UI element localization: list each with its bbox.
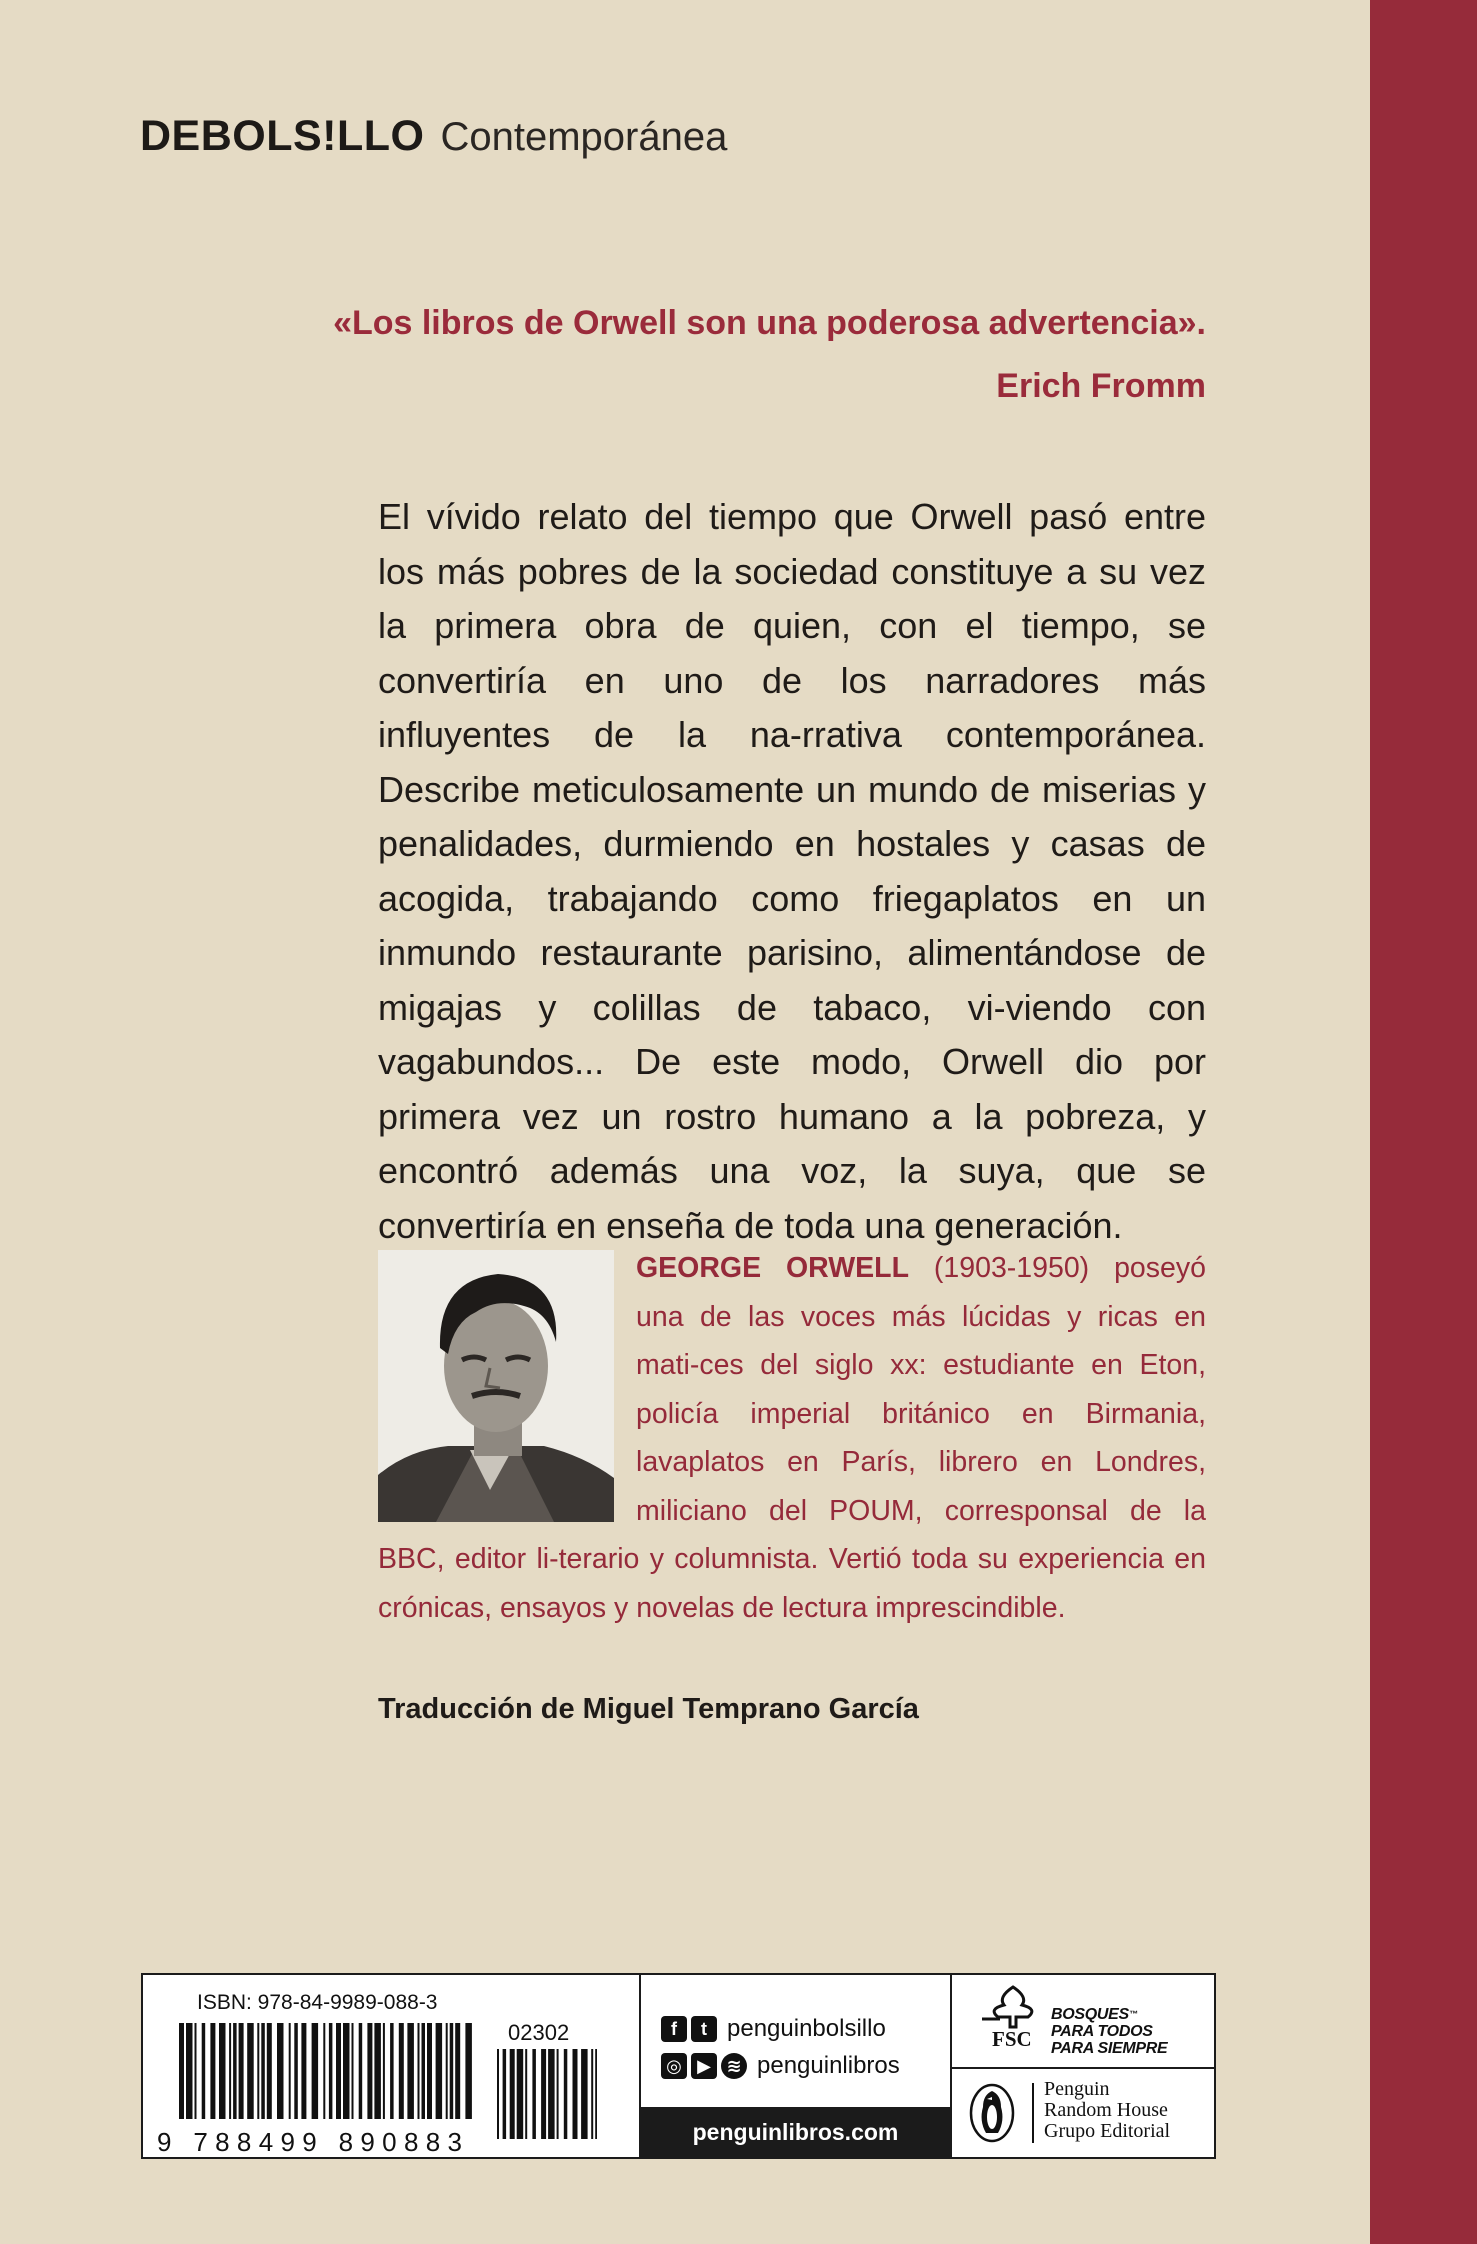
blurb-quote <box>240 292 1206 418</box>
barcode-bar <box>573 2049 578 2139</box>
fsc-label: FSC <box>992 2027 1032 2051</box>
barcode-bar <box>374 2023 381 2119</box>
barcode-bar <box>233 2023 237 2119</box>
barcode-bar <box>517 2049 524 2139</box>
spotify-icon: ≋ <box>721 2053 747 2079</box>
fsc-slogan: BOSQUES™ PARA TODOS PARA SIEMPRE <box>1051 2006 1168 2057</box>
barcode-bar <box>343 2023 350 2119</box>
barcode-bar <box>257 2023 259 2119</box>
barcode-bar <box>450 2023 454 2119</box>
barcode-bar <box>465 2023 472 2119</box>
barcode-bar <box>179 2023 184 2119</box>
barcode-bar <box>455 2023 460 2119</box>
barcode-graphic <box>157 2023 627 2155</box>
author-portrait <box>378 1250 614 1522</box>
publisher-block <box>952 2069 1214 2157</box>
social-row-bolsillo[interactable] <box>661 2015 886 2043</box>
barcode-bar <box>229 2023 231 2119</box>
addon-code: 02302 <box>508 2020 570 2045</box>
barcode-bar <box>427 2023 432 2119</box>
barcode-bar <box>289 2023 291 2119</box>
barcode-bar <box>581 2049 588 2139</box>
barcode-bar <box>564 2049 568 2139</box>
barcode-bar <box>323 2023 325 2119</box>
barcode-bar <box>210 2023 215 2119</box>
barcode-bar <box>399 2023 404 2119</box>
barcode-bar <box>202 2023 206 2119</box>
social-handle-bolsillo: penguinbolsillo <box>727 2015 886 2042</box>
facebook-icon: f <box>661 2016 687 2042</box>
youtube-icon: ▶ <box>691 2053 717 2079</box>
certification-cell <box>952 1975 1214 2157</box>
barcode-bar <box>436 2023 443 2119</box>
fsc-block <box>952 1975 1214 2069</box>
barcode-bar <box>239 2023 244 2119</box>
social-row-libros[interactable] <box>661 2052 900 2080</box>
barcode-bar <box>541 2049 546 2139</box>
barcode-bar <box>446 2023 448 2119</box>
barcode-bar <box>510 2049 515 2139</box>
spine-band <box>1370 0 1477 2244</box>
barcode-bar <box>548 2049 555 2139</box>
barcode-bar <box>390 2023 394 2119</box>
barcode-digits: 9 788499 890883 <box>157 2127 462 2155</box>
social-handle-libros: penguinlibros <box>757 2052 900 2079</box>
barcode-bar <box>557 2049 559 2139</box>
social-cell <box>641 1975 952 2157</box>
publisher-line-3: Grupo Editorial <box>1044 2120 1171 2142</box>
fsc-line-3: PARA SIEMPRE <box>1051 2040 1168 2057</box>
penguin-logo-icon <box>968 2083 1016 2143</box>
barcode-bar <box>525 2049 527 2139</box>
bio-text: (1903-1950) poseyó una de las voces más lúcidas y ricas en mati-ces del siglo xx: estudiante en Eton, policía imperial británico en Birmania, lavaplatos en París, librero en Londres, miliciano del POUM, corresponsal de la BBC, editor li-terario y columnista. Vertió toda su experiencia en crónicas, ensayos y novelas de lectura imprescindible. <box>378 1252 1206 1624</box>
barcode-bar <box>407 2023 414 2119</box>
barcode-bar <box>195 2023 197 2119</box>
barcode-cell <box>143 1975 641 2157</box>
barcode-bar <box>591 2049 593 2139</box>
barcode-bar <box>247 2023 254 2119</box>
barcode-bar <box>312 2023 319 2119</box>
synopsis <box>378 490 1206 1253</box>
website-link[interactable]: penguinlibros.com <box>641 2107 950 2157</box>
author-bio <box>378 1244 1206 1632</box>
barcode-bar <box>503 2049 507 2139</box>
barcode-bar <box>261 2023 265 2119</box>
fsc-line-2: PARA TODOS <box>1051 2023 1153 2040</box>
publisher-logo: DEBOLS!LLO <box>140 112 425 160</box>
barcode-bar <box>267 2023 272 2119</box>
author-name: GEORGE ORWELL <box>636 1252 909 1284</box>
fsc-line-1: BOSQUES <box>1051 2006 1129 2023</box>
barcode-bar <box>422 2023 426 2119</box>
quote-text: «Los libros de Orwell son una poderosa advertencia». <box>333 304 1206 342</box>
twitter-icon: t <box>691 2016 717 2042</box>
barcode-bar <box>219 2023 226 2119</box>
info-box <box>141 1973 1216 2159</box>
quote-author: Erich Fromm <box>996 367 1206 405</box>
barcode-bar <box>277 2023 284 2119</box>
barcode-bar <box>383 2023 385 2119</box>
series-name: Contemporánea <box>440 115 728 159</box>
publisher-name <box>1044 2079 1170 2142</box>
barcode-bar <box>352 2023 354 2119</box>
fsc-tree-icon <box>978 1983 1048 2029</box>
barcode-bar <box>336 2023 341 2119</box>
isbn-label: ISBN: 978-84-9989-088-3 <box>197 1991 438 2014</box>
barcode-bar <box>497 2049 499 2139</box>
instagram-icon: ◎ <box>661 2053 687 2079</box>
barcode-bar <box>329 2023 333 2119</box>
barcode-bar <box>367 2023 372 2119</box>
publisher-line-1: Penguin <box>1044 2078 1110 2100</box>
synopsis-text: El vívido relato del tiempo que Orwell pasó entre los más pobres de la sociedad constituye a su vez la primera obra de quien, con el tiempo, se convertiría en uno de los narradores más influyentes de la na-rrativa contemporánea. Describe meticulosamente un mundo de miserias y penalidades, durmiendo en hostales y casas de acogida, trabajando como friegaplatos en un inmundo restaurante parisino, alimentándose de migajas y colillas de tabaco, vi-viendo con vagabundos... De este modo, Orwell dio por primera vez un rostro humano a la pobreza, y encontró además una voz, la suya, que se convertiría en enseña de toda una generación. <box>378 496 1206 1246</box>
barcode-bar <box>532 2049 536 2139</box>
barcode-bar <box>301 2023 306 2119</box>
publisher-line-2: Random House <box>1044 2099 1168 2121</box>
barcode-bar <box>359 2023 363 2119</box>
barcode-bar <box>418 2023 420 2119</box>
barcode-bar <box>595 2049 597 2139</box>
publisher-divider <box>1032 2083 1034 2143</box>
series-header <box>140 112 727 168</box>
barcode-bar <box>186 2023 193 2119</box>
barcode-bar <box>294 2023 298 2119</box>
translation-credit: Traducción de Miguel Temprano García <box>378 1693 919 1725</box>
